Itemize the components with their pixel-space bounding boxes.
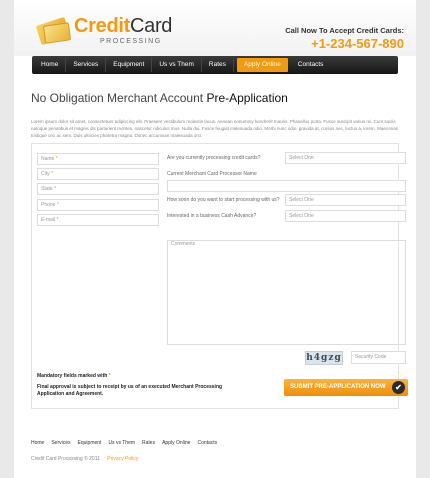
page-title <box>31 91 288 105</box>
credit-card-icon-front <box>43 22 71 43</box>
approval-note: Final approval is subject to receipt by us of an executed Merchant Processing Application and Agreement. <box>37 384 223 397</box>
city-field-label: City <box>41 171 50 177</box>
brand-second: Card <box>129 15 173 37</box>
phone-field[interactable] <box>37 199 159 211</box>
intro-text: Lorem ipsum dolor sit amet, consectetuer adipiscing elit. Praesent vestibulum molestie lacus. Aenean nonummy hendrerit mauris. Phasellus porta. Fusce suscipit varius mi. Cum sociis natoque penatibus et magnis dis parturient montes, nascetur ridiculus mus. Nulla dui. Fusce feugiat malesuada odio. Morbi nunc odio, gravida at, cursus nec, luctus a, lorem. Maecenas tristique orci ac sem. Duis ultricies pharetra magna. Donec accumsan malesuada orci. <box>31 119 398 138</box>
page <box>14 0 416 478</box>
state-field[interactable] <box>37 183 159 195</box>
required-mark: * <box>55 156 58 162</box>
footer-copyright <box>31 456 138 462</box>
submit-button[interactable] <box>284 379 408 396</box>
name-field-label: Name <box>41 156 55 162</box>
application-form <box>31 143 402 409</box>
footer-link-equipment[interactable]: Equipment <box>77 440 102 446</box>
question-processor-name: Current Merchant Card Processor Name <box>167 171 257 177</box>
question-start-processing: How soon do you want to start processing with us? <box>167 197 280 203</box>
submit-button-label: SUBMIT PRE-APPLICATION NOW <box>290 384 386 390</box>
city-field[interactable] <box>37 168 159 180</box>
comments-placeholder: Comments <box>171 241 196 247</box>
mandatory-note <box>37 373 111 379</box>
state-field-label: State <box>41 186 53 192</box>
required-mark: * <box>54 186 57 192</box>
nav-item-apply-online[interactable]: Apply Online <box>237 58 288 72</box>
required-mark: * <box>56 217 59 223</box>
phone-field-label: Phone <box>41 202 56 208</box>
name-field[interactable] <box>37 153 159 165</box>
cash-advance-select[interactable]: Select One <box>285 210 406 222</box>
phone-callout <box>285 26 404 51</box>
nav-item-home[interactable]: Home <box>34 58 66 72</box>
footer-link-contacts[interactable]: Contacts <box>197 440 218 446</box>
email-field-label: E-mail <box>41 217 56 223</box>
callout-phone[interactable]: +1-234-567-890 <box>311 36 404 51</box>
footer-link-apply-online[interactable]: Apply Online <box>162 440 191 446</box>
required-mark: * <box>51 171 53 177</box>
processing-cards-select[interactable]: Select One <box>285 152 406 164</box>
header <box>14 0 416 56</box>
processor-name-input[interactable] <box>167 180 406 192</box>
footer-nav <box>31 440 224 446</box>
question-processing-cards: Are you currently processing credit cards? <box>167 155 261 161</box>
required-mark: * <box>56 202 59 208</box>
mandatory-note-text: Mandatory fields marked with <box>37 373 108 379</box>
privacy-policy-link[interactable]: Privacy Policy <box>107 456 139 462</box>
page-title-light: No Obligation Merchant Account <box>31 91 204 105</box>
nav-item-services[interactable]: Services <box>66 58 106 72</box>
footer-link-us-vs-them[interactable]: Us vs Them <box>108 440 136 446</box>
nav-item-us-vs-them[interactable]: Us vs Them <box>152 58 202 72</box>
footer-link-home[interactable]: Home <box>31 440 45 446</box>
comments-textarea[interactable] <box>167 240 406 345</box>
check-icon: ✔ <box>392 381 405 394</box>
start-processing-select[interactable]: Select One <box>285 194 406 206</box>
page-title-strong: Pre-Application <box>206 91 288 105</box>
question-cash-advance: Interested in a business Cash Advance? <box>167 213 257 219</box>
required-mark: * <box>108 373 111 379</box>
brand-sub: PROCESSING <box>100 38 162 45</box>
nav-item-rates[interactable]: Rates <box>202 58 234 72</box>
copyright-text: Credit Card Processing © 2011 <box>31 456 100 462</box>
nav-item-equipment[interactable]: Equipment <box>106 58 152 72</box>
callout-label: Call Now To Accept Credit Cards: <box>285 26 404 35</box>
security-code-input[interactable]: Security Code <box>351 351 406 364</box>
footer-link-rates[interactable]: Rates <box>142 440 156 446</box>
main-nav <box>32 56 398 74</box>
captcha-image: h4gzg <box>306 353 342 363</box>
brand-name <box>74 15 172 38</box>
nav-item-contacts[interactable]: Contacts <box>297 61 324 68</box>
footer-link-services[interactable]: Services <box>51 440 71 446</box>
email-field[interactable] <box>37 214 159 226</box>
brand-main: Credit <box>74 15 130 37</box>
